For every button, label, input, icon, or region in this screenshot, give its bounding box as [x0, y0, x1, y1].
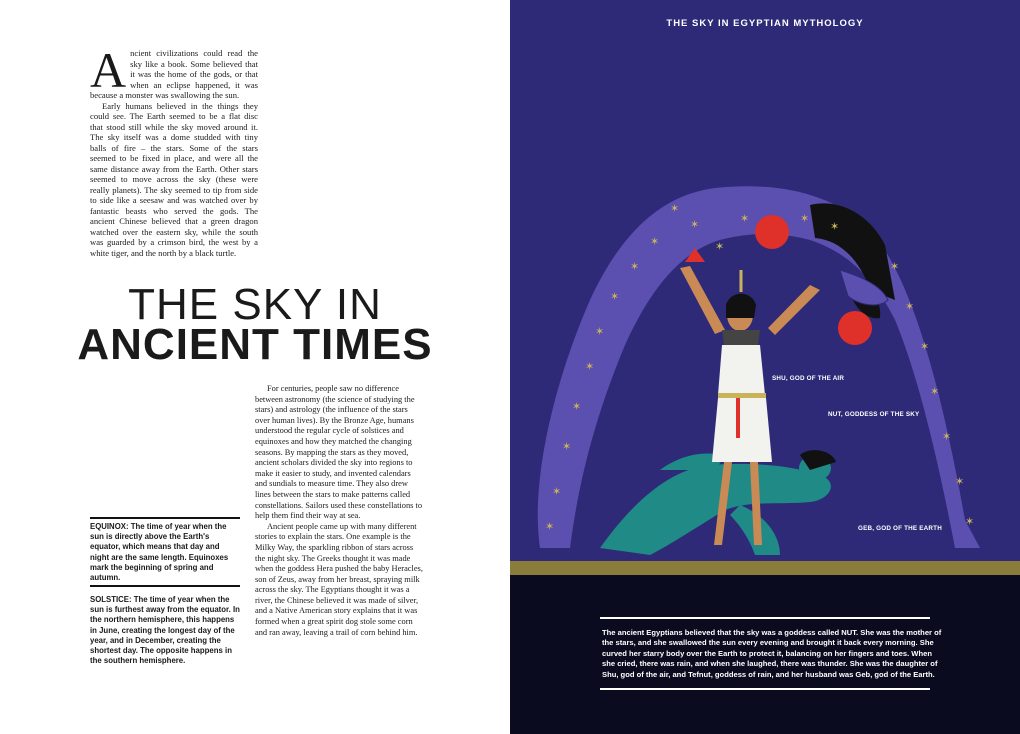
svg-text:✶: ✶ [955, 475, 965, 488]
glossary-equinox: EQUINOX: The time of year when the sun is directly above the Earth's equator, which means that day and night are the same length. Equinoxes mark the beginning of spring and autumn. [90, 522, 229, 583]
svg-text:✶: ✶ [670, 202, 680, 215]
svg-text:✶: ✶ [650, 235, 660, 248]
svg-text:✶: ✶ [965, 515, 975, 528]
glossary-divider-top [90, 517, 240, 519]
glossary-divider-middle [90, 585, 240, 587]
intro-paragraph-2: Early humans believed in the things they could see. The Earth seemed to be a flat disc that stood still while the sky moved around it. The sky itself was a dome studded with tiny balls of fire – the stars. Some of the stars seemed to be fixed in place, and were all the same distance away from the Earth. Other stars seemed to move across the sky (these were really planets). The sky seemed to tip from side to side like a seesaw and was watched over by fantastic beasts who served the gods. The ancient Chinese believed that a green dragon watched over the eastern sky, while the south was guarded by a crimson bird, the west by a white tiger, and the north by a black turtle. [90, 100, 258, 258]
body-paragraph-2: Ancient people came up with many different stories to explain the stars. One example is the Milky Way, the sparkling ribbon of stars across the night sky. The Greeks thought it was made when the goddess Hera pushed the baby Heracles, son of Zeus, away from her breast, spraying milk across the sky. The Egyptians thought it was a river, the Chinese believed it was made of silver, and a Native American story explains that it was formed when a great spirit dog stole some corn and ran away, leaving a trail of corn behind him. [255, 521, 423, 637]
body-paragraph-1: For centuries, people saw no difference between astronomy (the science of studying the stars) and astrology (the influence of the stars over human lives). By the Bronze Age, humans understood the regular cycle of solstices and equinoxes and how they matched the changing seasons. By mapping the stars as they moved, ancient scholars divided the sky into regions to make it easier to study, and invented calendars and sundials to measure time. They also drew lines between the stars to make patterns called constellations. Sailors used these constellations to help them find their way at sea. [255, 384, 423, 521]
svg-text:✶: ✶ [610, 290, 620, 303]
illustration-caption: The ancient Egyptians believed that the sky was a goddess called NUT. She was the mother of the stars, and she swallowed the sun every evening and brought it back every morning. She curved her starry body over the Earth to protect it, balancing on her fingers and toes. When she cried, there was rain, and when she laughed, there was thunder. She was the daughter of Shu, god of the air, and Tefnut, goddess of rain, and her husband was Geb, god of the Earth. [602, 628, 942, 679]
svg-text:✶: ✶ [800, 212, 810, 225]
svg-text:✶: ✶ [545, 520, 555, 533]
caption-divider-bottom [600, 688, 930, 690]
svg-text:✶: ✶ [905, 300, 915, 313]
right-page [510, 0, 1020, 734]
svg-text:✶: ✶ [690, 218, 700, 231]
caption-divider-top [600, 617, 930, 619]
svg-text:✶: ✶ [930, 385, 940, 398]
intro-text [90, 42, 258, 258]
svg-text:✶: ✶ [595, 325, 605, 338]
svg-text:✶: ✶ [585, 360, 595, 373]
label-nut: NUT, GODDESS OF THE SKY [828, 411, 920, 418]
sun-right [838, 311, 872, 345]
sun-top [755, 215, 789, 249]
svg-text:✶: ✶ [830, 220, 840, 233]
svg-text:✶: ✶ [942, 430, 952, 443]
page-title-line-2: ANCIENT TIMES [77, 320, 433, 369]
svg-text:✶: ✶ [552, 485, 562, 498]
svg-text:✶: ✶ [630, 260, 640, 273]
illustration-title: THE SKY IN EGYPTIAN MYTHOLOGY [666, 18, 864, 29]
svg-text:✶: ✶ [740, 212, 750, 225]
intro-paragraph-1: ncient civilizations could read the sky like a book. Some believed that it was the home of the gods, or that when an eclipse happened, it was because a monster was swallowing the sun. [90, 48, 258, 100]
drop-cap: A [90, 42, 127, 98]
svg-text:✶: ✶ [715, 240, 725, 253]
svg-text:✶: ✶ [572, 400, 582, 413]
glossary-solstice: SOLSTICE: The time of year when the sun is furthest away from the equator. In the northern hemisphere, this happens in June, creating the longest day of the year, and in December, creating the shortest day. The opposite happens in the southern hemisphere. [90, 595, 240, 666]
svg-text:✶: ✶ [890, 260, 900, 273]
svg-text:✶: ✶ [562, 440, 572, 453]
label-shu: SHU, GOD OF THE AIR [772, 375, 845, 382]
svg-text:✶: ✶ [920, 340, 930, 353]
page-title-line-1: THE SKY IN [128, 280, 382, 329]
ground-band [510, 561, 1020, 575]
body-text [255, 384, 423, 638]
label-geb: GEB, GOD OF THE EARTH [858, 525, 942, 532]
